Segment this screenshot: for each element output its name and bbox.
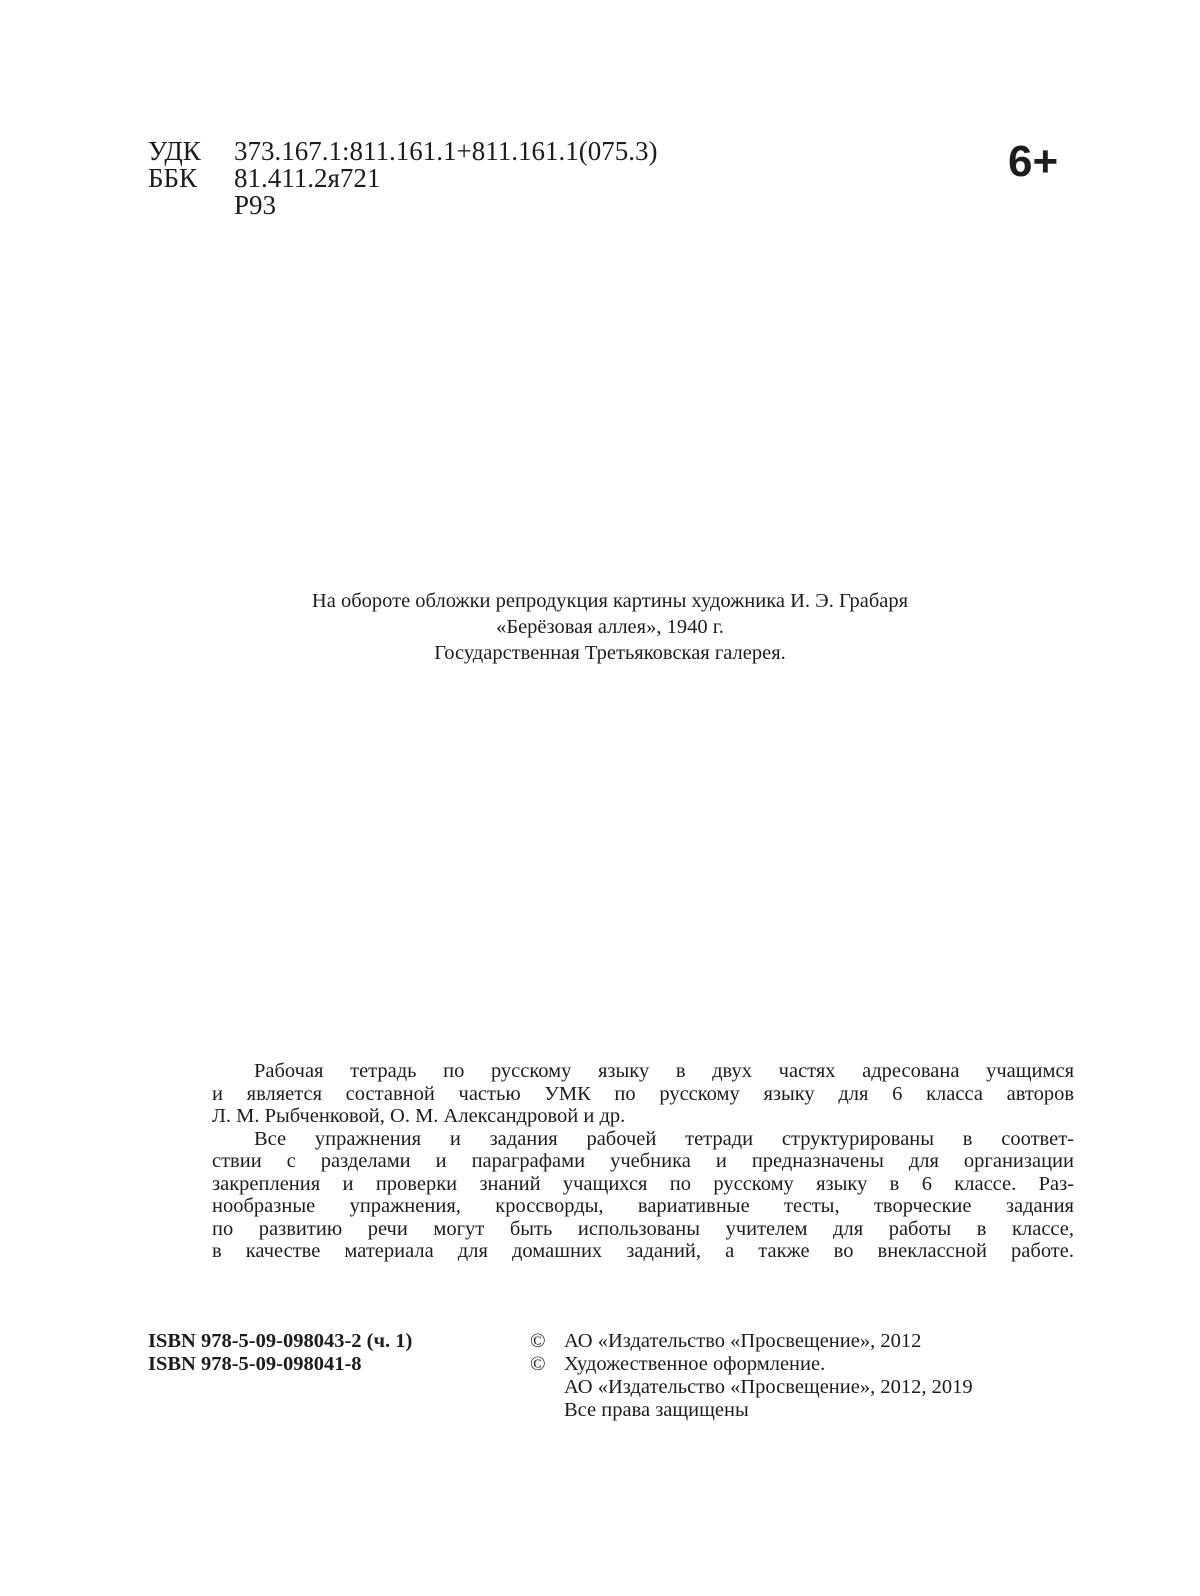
udk-label: УДК	[148, 136, 201, 166]
udk-value: 373.167.1:811.161.1+811.161.1(075.3)	[234, 136, 658, 166]
author-mark: Р93	[234, 190, 277, 220]
bibliographic-codes	[148, 138, 657, 219]
author-mark-row	[148, 192, 657, 219]
annotation-line: в качестве материала для домашних заданий, а также во внеклассной работе.	[212, 1240, 1074, 1262]
annotation	[212, 1060, 1074, 1263]
cover-note-line: Государственная Третьяковская галерея.	[434, 642, 786, 664]
copyright-icon: ©	[530, 1353, 546, 1375]
bbk-row	[148, 165, 657, 192]
annotation-line: Л. М. Рыбченковой, О. М. Александровой и др.	[212, 1105, 626, 1127]
isbn-block	[148, 1330, 412, 1376]
annotation-line: закрепления и проверки знаний учащихся по русскому языку в 6 классе. Раз-	[212, 1172, 1074, 1195]
age-rating: 6+	[1008, 137, 1059, 186]
udk-row	[148, 138, 657, 165]
isbn-line: ISBN 978-5-09-098043-2 (ч. 1)	[148, 1330, 413, 1352]
cover-note	[0, 588, 1200, 666]
copyright-line: АО «Издательство «Просвещение», 2012	[564, 1330, 922, 1352]
annotation-line: по развитию речи могут быть использованы учителем для работы в классе,	[212, 1217, 1074, 1240]
copyright-block	[530, 1330, 973, 1422]
cover-note-line: На обороте обложки репродукция картины художника И. Э. Грабаря	[311, 590, 909, 612]
cover-note-line: «Берёзовая аллея», 1940 г.	[496, 616, 724, 638]
annotation-line: и является составной частью УМК по русскому языку для 6 класса авторов	[212, 1082, 1074, 1105]
isbn-line: ISBN 978-5-09-098041-8	[148, 1353, 362, 1375]
copyright-line: Все права защищены	[564, 1399, 749, 1421]
copyright-icon: ©	[530, 1330, 546, 1352]
copyright-line: АО «Издательство «Просвещение», 2012, 2019	[564, 1376, 973, 1398]
copyright-line: Художественное оформление.	[564, 1353, 826, 1375]
annotation-line: Рабочая тетрадь по русскому языку в двух частях адресована учащимся	[254, 1060, 1074, 1082]
annotation-line: нообразные упражнения, кроссворды, вариативные тесты, творческие задания	[212, 1195, 1074, 1217]
bbk-label: ББК	[148, 163, 198, 193]
annotation-line: ствии с разделами и параграфами учебника и предназначены для организации	[212, 1150, 1074, 1172]
annotation-line: Все упражнения и задания рабочей тетради структурированы в соответ-	[254, 1127, 1074, 1150]
bbk-value: 81.411.2я721	[234, 163, 381, 193]
